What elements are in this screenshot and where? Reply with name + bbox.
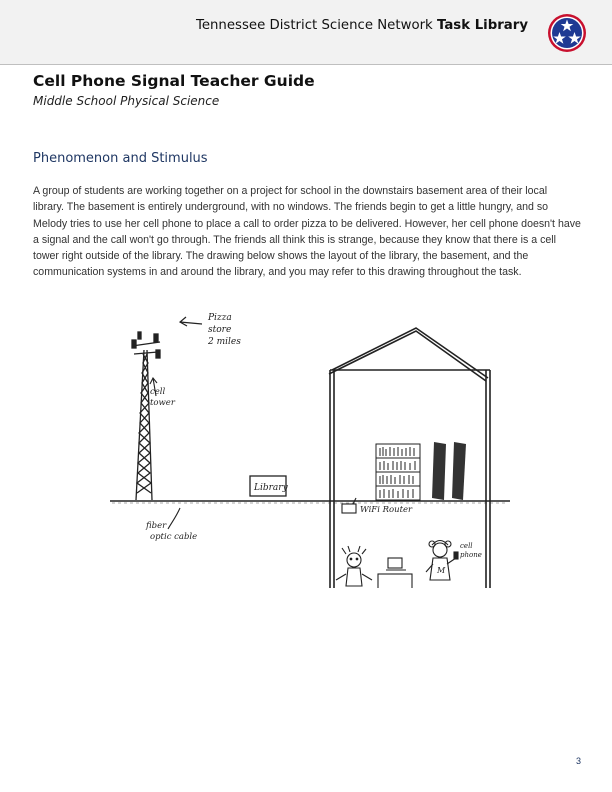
cell-tower-icon	[132, 332, 160, 500]
tower-label-1: cell	[150, 387, 166, 397]
stimulus-paragraph: A group of students are working together on a project for school in the downstairs basement area of their local library. The basement is entirely underground, with no windows. The friends begin to get a little hungry, and so Melody tries to use her cell phone to place a call to order pizza to be delivered. However, her cell phone doesn't have a signal and the call won't go through. The friends all think this is strange, because they know that there is a cell tower right outside of the library. The drawing below shows the layout of the library, the basement, and the communication systems in and around the library, and you may refer to this drawing throughout the task.	[33, 185, 581, 279]
header-title	[8, 17, 528, 33]
library-drawing	[110, 298, 510, 588]
fiber-arrow-icon	[168, 508, 180, 529]
section-heading: Phenomenon and Stimulus	[33, 151, 208, 166]
student-initial: M	[437, 566, 446, 575]
bookshelf-side-icon	[432, 442, 466, 500]
fiber-label-2: optic cable	[150, 532, 198, 542]
pizza-label-2: store	[208, 325, 232, 335]
fiber-label-1: fiber	[146, 521, 167, 531]
library-sign-label: Library	[254, 483, 288, 493]
tower-label-2: tower	[150, 398, 175, 408]
tennessee-seal-icon	[547, 13, 587, 53]
page-header	[0, 0, 612, 65]
phone-label-1: cell	[460, 542, 473, 550]
pizza-label-3: 2 miles	[208, 337, 241, 347]
bookshelf-icon	[376, 444, 420, 500]
pizza-label-1: Pizza	[208, 313, 232, 323]
header-title-plain: Tennessee District Science Network	[195, 17, 437, 33]
document-title: Cell Phone Signal Teacher Guide	[33, 72, 315, 90]
phone-label-2: phone	[460, 551, 482, 559]
router-label: WiFi Router	[360, 505, 413, 515]
desk-icon	[378, 558, 412, 588]
document-subtitle: Middle School Physical Science	[33, 94, 220, 108]
pizza-store-arrow-icon	[180, 317, 202, 326]
page-number: 3	[576, 756, 582, 766]
student-left-icon	[336, 546, 372, 586]
header-title-bold: Task Library	[436, 17, 528, 33]
